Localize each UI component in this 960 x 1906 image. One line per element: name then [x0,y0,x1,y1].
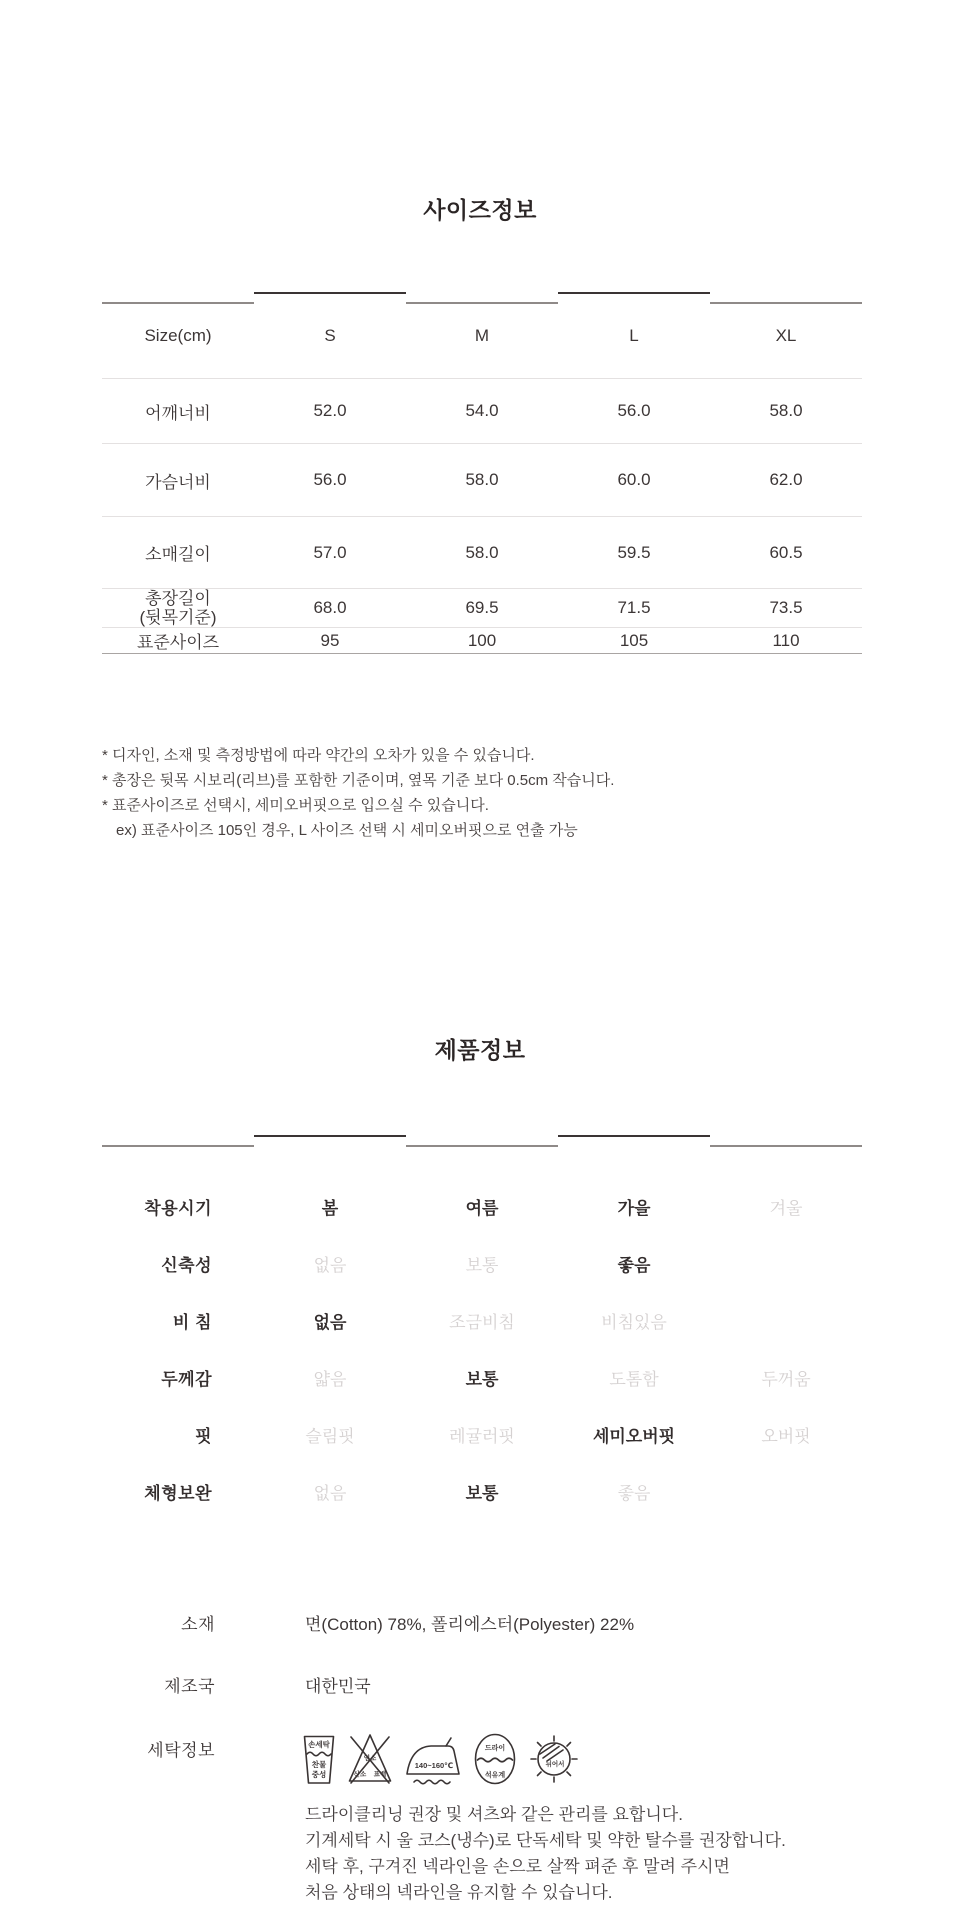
iron-icon [404,1735,462,1785]
svg-text:표백: 표백 [373,1771,387,1778]
row-label: 소매길이 [145,545,211,564]
svg-text:드라이: 드라이 [484,1745,506,1752]
no-bleach-icon [347,1731,393,1785]
size-col-header: S [324,326,336,345]
attribute-row [102,1349,862,1406]
laundry-label: 세탁정보 [147,1741,215,1760]
care-line: 세탁 후, 구겨진 넥라인을 손으로 살짝 펴준 후 말려 주시면 [305,1857,730,1876]
cell-value: 58.0 [769,401,803,420]
attribute-row [102,1178,862,1235]
column-top-line [102,302,254,304]
attribute-option: 없음 [313,1313,347,1332]
attribute-option: 슬림핏 [305,1427,355,1446]
cell-value: 71.5 [617,598,651,617]
svg-text:석유계: 석유계 [484,1772,506,1779]
size-col-header: Size(cm) [144,326,212,345]
cell-value: 60.5 [769,542,803,562]
row-label: 표준사이즈 [136,633,220,652]
attribute-option: 레귤러핏 [449,1427,515,1446]
svg-text:중성: 중성 [311,1770,327,1779]
attribute-option: 겨울 [769,1199,803,1218]
attribute-label: 핏 [195,1427,212,1446]
column-top-line [254,292,406,294]
attribute-row [102,1406,862,1463]
size-col-header: L [629,326,639,345]
cell-value: 95 [320,630,340,650]
row-label: 총장길이 (뒷목기준) [139,589,217,627]
attribute-label: 신축성 [161,1256,212,1275]
size-col-header: M [474,326,490,345]
footnote-example: ex) 표준사이즈 105인 경우, L 사이즈 선택 시 세미오버핏으로 연출 가능 [116,822,578,839]
attribute-option: 두꺼움 [761,1370,811,1389]
column-top-line [710,1145,862,1147]
attribute-option: 좋음 [617,1256,651,1275]
table-row [102,588,862,627]
attribute-label: 비 침 [172,1313,212,1332]
attribute-row [102,1463,862,1520]
material-row [102,1610,862,1635]
table-bottom-border [102,653,862,654]
cell-value: 56.0 [617,401,651,420]
attribute-option: 조금비침 [449,1313,515,1332]
cell-value: 58.0 [465,470,499,489]
attribute-option: 세미오버핏 [592,1427,676,1446]
laundry-care-icons [302,1731,580,1787]
product-table-top-lines [102,1135,862,1147]
attribute-label: 체형보완 [144,1484,212,1503]
column-top-line [406,302,558,304]
svg-text:찬물: 찬물 [311,1760,327,1769]
attribute-option: 보통 [465,1370,499,1389]
cell-value: 52.0 [313,401,347,420]
attribute-option: 비침있음 [601,1313,667,1332]
table-row [102,516,862,588]
size-table [102,292,862,654]
cell-value: 58.0 [465,542,499,562]
footnote: * 표준사이즈로 선택시, 세미오버핏으로 입으실 수 있습니다. [102,797,489,814]
column-top-line [558,1135,710,1137]
handwash-icon [302,1731,336,1785]
cell-value: 73.5 [769,598,803,617]
shade-dry-icon [528,1733,580,1785]
size-col-header: XL [775,326,797,345]
cell-value: 68.0 [313,598,347,617]
attribute-label: 착용시기 [144,1199,212,1218]
cell-value: 60.0 [617,470,651,489]
attribute-option: 보통 [465,1484,499,1503]
care-line: 기계세탁 시 울 코스(냉수)로 단독세탁 및 약한 탈수를 권장합니다. [305,1831,786,1850]
cell-value: 59.5 [617,542,651,562]
column-top-line [710,302,862,304]
attribute-option: 오버핏 [761,1427,811,1446]
svg-text:염소: 염소 [363,1755,377,1762]
origin-label: 제조국 [164,1677,215,1696]
svg-text:140~160℃: 140~160℃ [414,1761,454,1770]
attribute-row [102,1235,862,1292]
row-label: 가슴너비 [145,472,211,492]
cell-value: 100 [467,630,497,650]
attribute-option: 가을 [617,1199,651,1218]
attribute-option: 없음 [313,1256,347,1275]
attribute-option: 여름 [465,1199,499,1218]
column-top-line [254,1135,406,1137]
cell-value: 62.0 [769,470,803,489]
cell-value: 57.0 [313,542,347,562]
table-row [102,627,862,653]
attribute-option: 좋음 [617,1484,651,1503]
attribute-row [102,1292,862,1349]
size-section-title: 사이즈정보 [423,197,537,223]
care-instructions [305,1802,786,1906]
care-line: 처음 상태의 넥라인을 유지할 수 있습니다. [305,1883,613,1902]
footnote: * 디자인, 소재 및 측정방법에 따라 약간의 오차가 있을 수 있습니다. [102,747,535,764]
svg-text:손세탁: 손세탁 [308,1740,330,1749]
material-value: 면(Cotton) 78%, 폴리에스터(Polyester) 22% [305,1615,635,1634]
dryclean-icon [473,1731,517,1787]
table-row [102,443,862,516]
cell-value: 54.0 [465,401,499,420]
attribute-label: 두께감 [161,1370,212,1389]
origin-value: 대한민국 [305,1677,371,1696]
origin-row [102,1672,862,1697]
attribute-option: 얇음 [313,1370,347,1389]
column-top-line [102,1145,254,1147]
size-table-header [102,292,862,378]
column-top-line [406,1145,558,1147]
attribute-option: 도톰함 [609,1370,659,1389]
care-line: 드라이클리닝 권장 및 셔츠와 같은 관리를 요합니다. [305,1805,683,1824]
product-attribute-table [102,1135,862,1520]
cell-value: 110 [772,630,800,650]
attribute-option: 봄 [321,1199,339,1218]
attribute-option: 없음 [313,1484,347,1503]
svg-text:뉘어서: 뉘어서 [545,1761,565,1768]
attribute-option: 보통 [465,1256,499,1275]
cell-value: 105 [619,630,649,650]
size-footnotes [102,743,614,843]
material-label: 소재 [181,1615,215,1634]
cell-value: 56.0 [313,470,347,489]
size-table-top-lines [102,292,862,304]
footnote: * 총장은 뒷목 시보리(리브)를 포함한 기준이며, 옆목 기준 보다 0.5cm 작습니다. [102,772,615,789]
row-label: 어깨너비 [145,403,211,423]
cell-value: 69.5 [465,598,499,617]
svg-text:산소: 산소 [353,1771,367,1778]
column-top-line [558,292,710,294]
product-section-title: 제품정보 [434,1037,526,1063]
table-row [102,378,862,443]
